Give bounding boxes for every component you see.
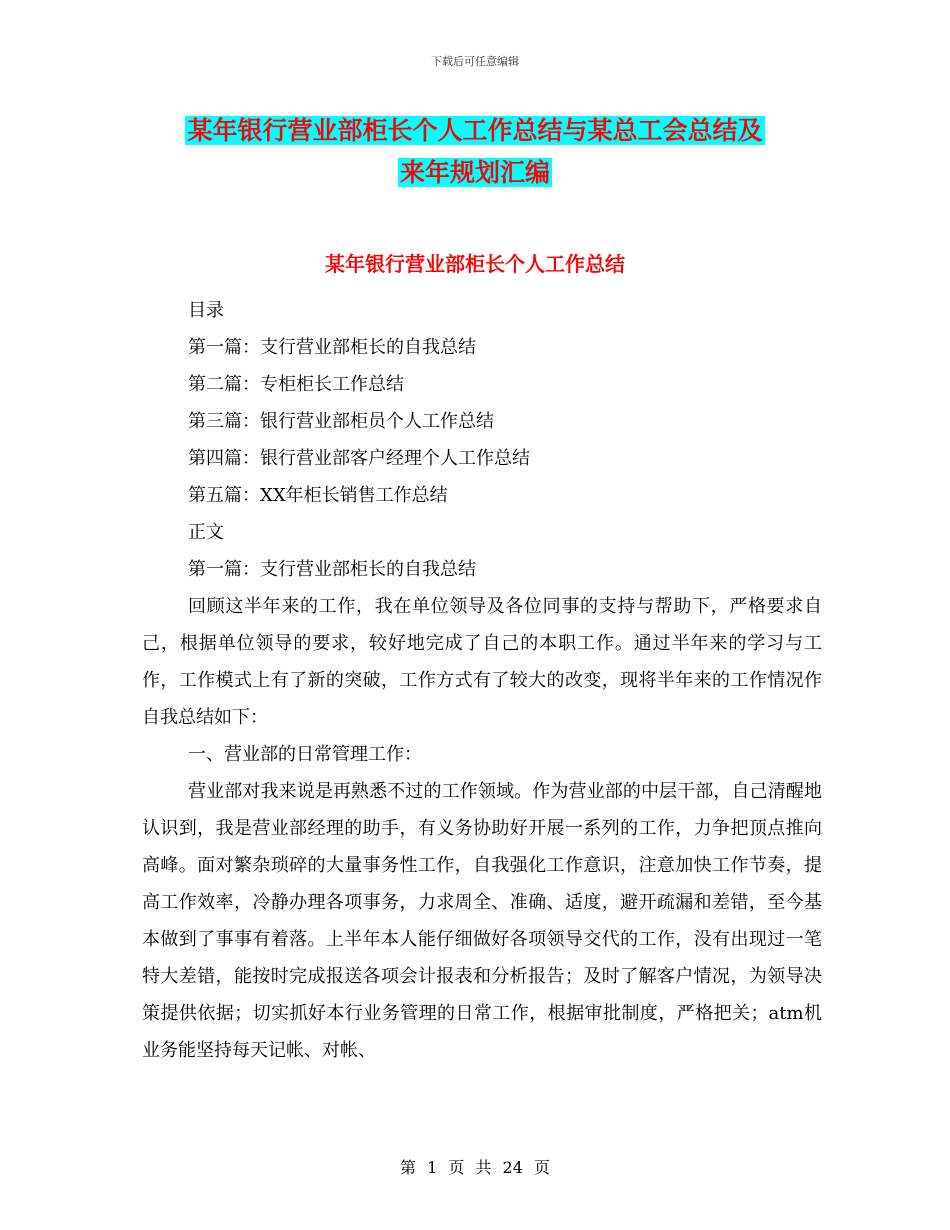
main-title bbox=[90, 110, 860, 194]
body-heading: 正文 bbox=[188, 522, 224, 543]
section-title: 某年银行营业部柜长个人工作总结 bbox=[325, 252, 625, 276]
toc-item: 第五篇：XX年柜长销售工作总结 bbox=[188, 485, 448, 506]
paragraph: 营业部对我来说是再熟悉不过的工作领域。作为营业部的中层干部，自己清醒地认识到，我是营业部经理的助手，有义务协助好开展一系列的工作，力争把顶点推向高峰。面对繁杂琐碎的大量事务性工作，自我强化工作意识，注意加快工作节奏，提高工作效率，冷静办理各项事务，力求周全、准确、适度，避开疏漏和差错，至今基本做到了事事有着落。上半年本人能仔细做好各项领导交代的工作，没有出现过一笔特大差错，能按时完成报送各项会计报表和分析报告；及时了解客户情况，为领导决策提供依据；切实抓好本行业务管理的日常工作，根据审批制度，严格把关；atm机业务能坚持每天记帐、对帐、 bbox=[142, 781, 822, 1061]
table-of-contents bbox=[188, 292, 828, 588]
toc-item: 第四篇：银行营业部客户经理个人工作总结 bbox=[188, 448, 530, 469]
header-note: 下载后可任意编辑 bbox=[431, 55, 519, 68]
toc-heading: 目录 bbox=[188, 300, 224, 321]
main-title-line2: 来年规划汇编 bbox=[399, 158, 550, 187]
toc-item: 第三篇：银行营业部柜员个人工作总结 bbox=[188, 411, 494, 432]
main-title-line1: 某年银行营业部柜长个人工作总结与某总工会总结及 bbox=[187, 116, 763, 145]
chapter-heading: 第一篇：支行营业部柜长的自我总结 bbox=[188, 559, 476, 580]
toc-item: 第二篇：专柜柜长工作总结 bbox=[188, 374, 404, 395]
toc-item: 第一篇：支行营业部柜长的自我总结 bbox=[188, 337, 476, 358]
paragraph: 一、营业部的日常管理工作： bbox=[188, 744, 422, 765]
page-footer: 第 1 页 共 24 页 bbox=[400, 1158, 550, 1177]
paragraph: 回顾这半年来的工作，我在单位领导及各位同事的支持与帮助下，严格要求自己，根据单位领导的要求，较好地完成了自己的本职工作。通过半年来的学习与工作，工作模式上有了新的突破，工作方式有了较大的改变，现将半年来的工作情况作自我总结如下： bbox=[142, 596, 822, 728]
body-text bbox=[142, 588, 822, 1069]
